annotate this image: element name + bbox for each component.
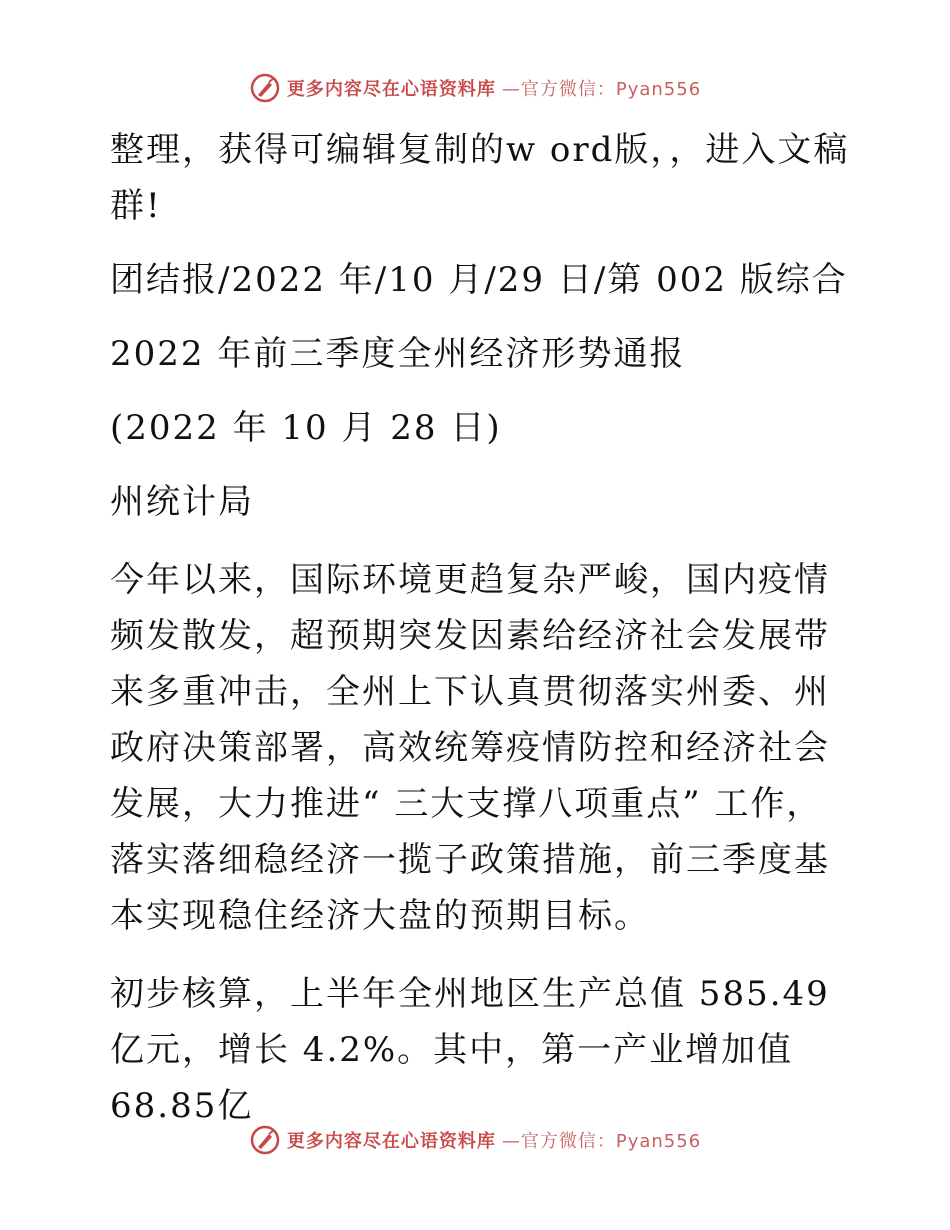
pen-circle-icon xyxy=(249,72,281,104)
watermark-contact-text: —官方微信：Pyan556 xyxy=(501,1131,702,1152)
report-author: 州统计局 xyxy=(110,482,254,522)
pen-circle-icon xyxy=(249,1124,281,1156)
watermark-header xyxy=(0,72,950,104)
watermark-footer xyxy=(0,1124,950,1156)
intro-note: 整理，获得可编辑复制的w ord版，，进入文稿群! xyxy=(110,130,850,226)
body-paragraph-2: 初步核算，上半年全州地区生产总值 585.49 亿元，增长 4.2%。其中，第一产业增加值 68.85亿 xyxy=(110,974,830,1126)
body-paragraph-1: 今年以来，国际环境更趋复杂严峻，国内疫情频发散发，超预期突发因素给经济社会发展带来多重冲击，全州上下认真贯彻落实州委、州政府决策部署，高效统筹疫情防控和经济社会发展，大力推进“ 三大支撑八项重点” 工作，落实落细稳经济一揽子政策措施，前三季度基本实现稳住经济大盘的预期目标。 xyxy=(110,560,830,936)
report-date: (2022 年 10 月 28 日) xyxy=(110,408,502,448)
newspaper-source: 团结报/2022 年/10 月/29 日/第 002 版综合 xyxy=(110,260,848,300)
watermark-main-text: 更多内容尽在心语资料库 xyxy=(286,1131,496,1152)
report-title: 2022 年前三季度全州经济形势通报 xyxy=(110,334,686,374)
watermark-contact-text: —官方微信：Pyan556 xyxy=(501,79,702,100)
watermark-main-text: 更多内容尽在心语资料库 xyxy=(286,79,496,100)
document-body xyxy=(98,122,858,1134)
